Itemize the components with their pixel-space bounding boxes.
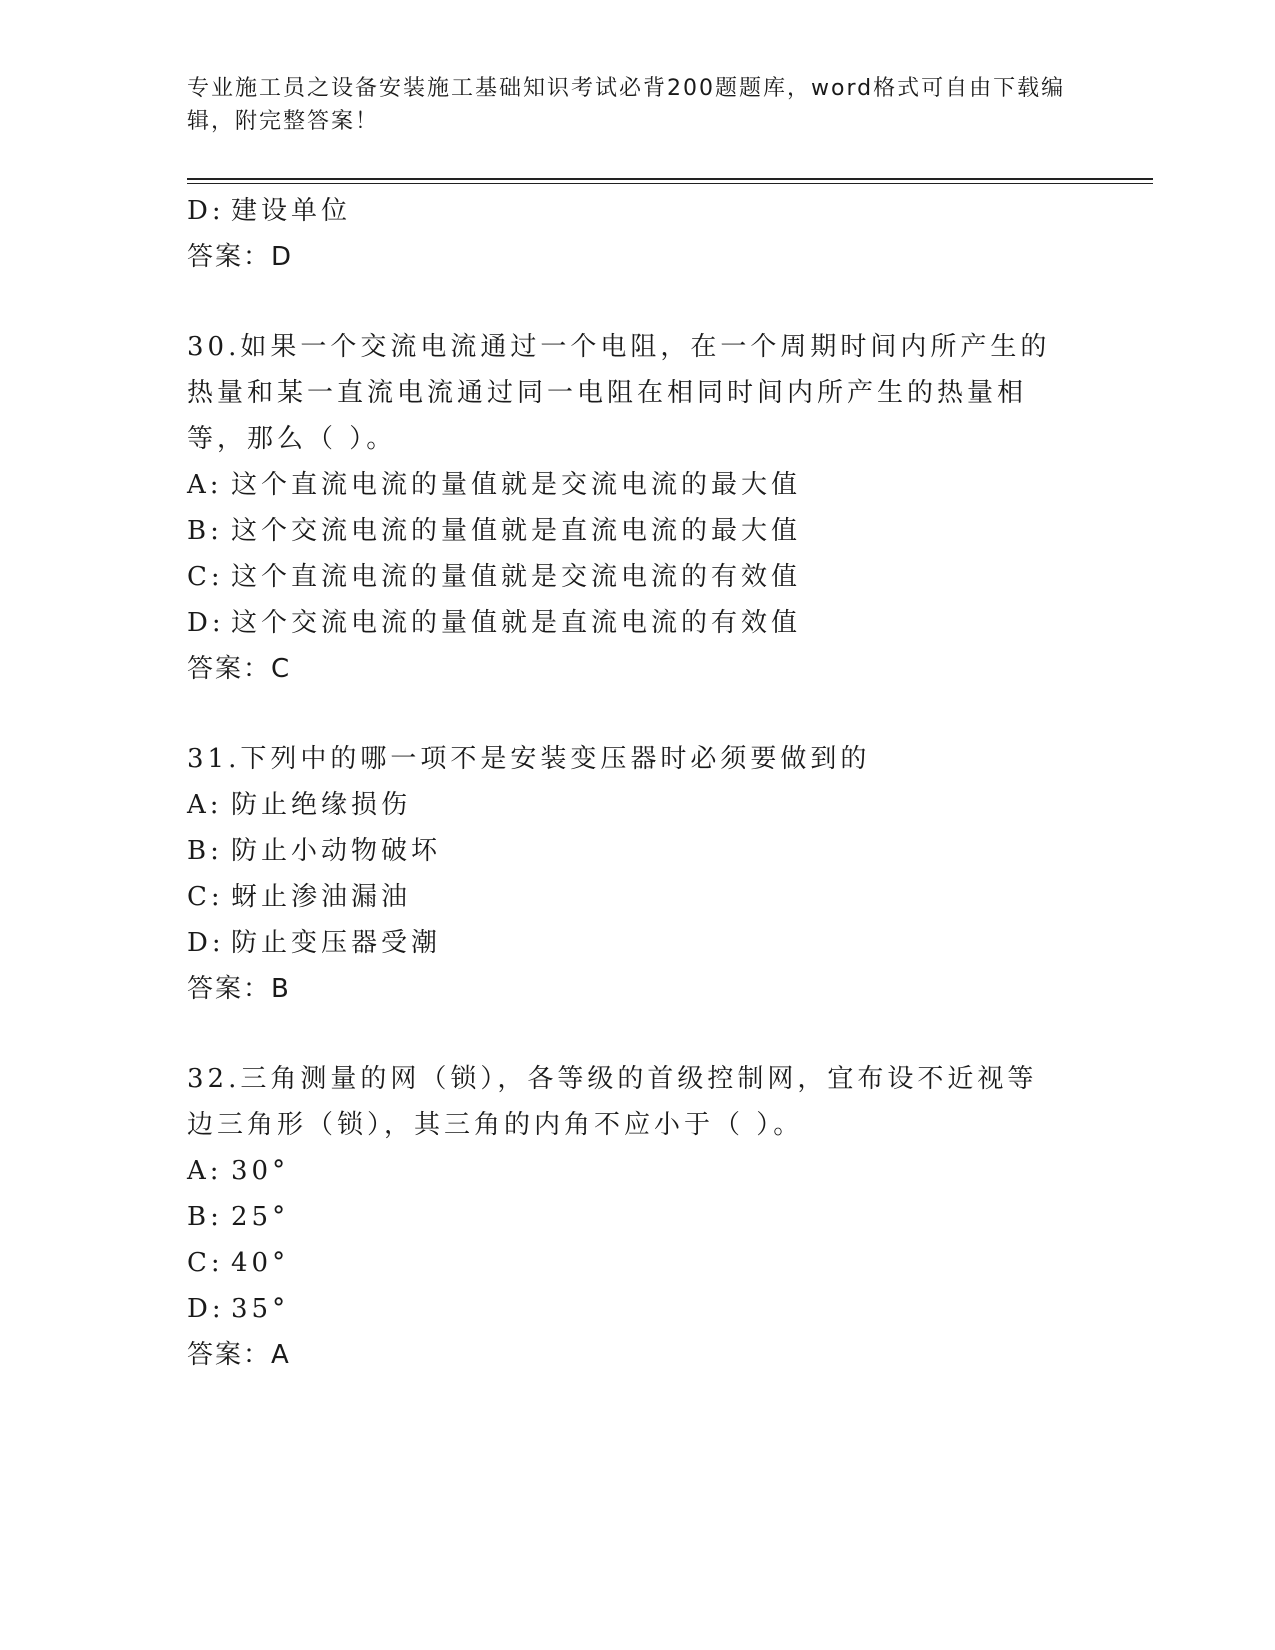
option-text: 防止绝缘损伤 [231,790,412,820]
answer-line: 答案：D [187,242,294,272]
option-item [187,554,1087,600]
header-divider-thin [187,183,1153,184]
option-text: 25° [231,1202,290,1232]
option-text: 30° [231,1156,290,1186]
option-key: B: [187,836,223,866]
option-item [187,600,1087,646]
answer-line: 答案：A [187,1340,291,1370]
option-item [187,1194,1087,1240]
option-key: C: [187,882,224,912]
option-key: D: [187,608,225,638]
option-key: B: [187,1202,223,1232]
option-text: 防止变压器受潮 [231,928,442,958]
option-item [187,920,1087,966]
option-key: D: [187,1294,225,1324]
question-list [187,188,1087,1378]
option-text: 这个直流电流的量值就是交流电流的有效值 [231,562,802,592]
option-item [187,508,1087,554]
option-key: A: [187,1156,223,1186]
option-text: 这个直流电流的量值就是交流电流的最大值 [231,470,802,500]
answer-line: 答案：B [187,974,291,1004]
question-stem: 31.下列中的哪一项不是安装变压器时必须要做到的 [187,744,871,774]
option-item [187,782,1087,828]
option-key: C: [187,562,224,592]
question-stem: 32.三角测量的网（锁），各等级的首级控制网，宜布设不近视等边三角形（锁），其三角的内角不应小于（ ）。 [187,1064,1038,1140]
option-item [187,828,1087,874]
document-header [187,72,1067,138]
header-divider-thick [187,178,1153,180]
option-key: A: [187,790,223,820]
option-item [187,1148,1087,1194]
question-stem: 30.如果一个交流电流通过一个电阻，在一个周期时间内所产生的热量和某一直流电流通过同一电阻在相同时间内所产生的热量相等，那么（ ）。 [187,332,1051,454]
option-key: A: [187,470,223,500]
option-text: 这个交流电流的量值就是直流电流的最大值 [231,516,802,546]
option-item [187,1286,1087,1332]
option-key: D: [187,196,225,226]
option-item [187,188,1087,234]
option-text: 35° [231,1294,290,1324]
option-key: B: [187,516,223,546]
option-text: 建设单位 [231,196,352,226]
option-text: 防止小动物破坏 [231,836,442,866]
option-item [187,874,1087,920]
option-key: C: [187,1248,224,1278]
question-31 [187,736,1087,1012]
question-32 [187,1056,1087,1378]
option-text: 蚜止渗油漏油 [231,882,412,912]
option-text: 40° [231,1248,290,1278]
header-title: 专业施工员之设备安装施工基础知识考试必背200题题库，word格式可自由下载编辑，附完整答案！ [187,76,1066,134]
question-30 [187,324,1087,692]
option-item [187,1240,1087,1286]
option-key: D: [187,928,225,958]
answer-line: 答案：C [187,654,292,684]
option-text: 这个交流电流的量值就是直流电流的有效值 [231,608,802,638]
prev-question-tail [187,188,1087,280]
option-item [187,462,1087,508]
